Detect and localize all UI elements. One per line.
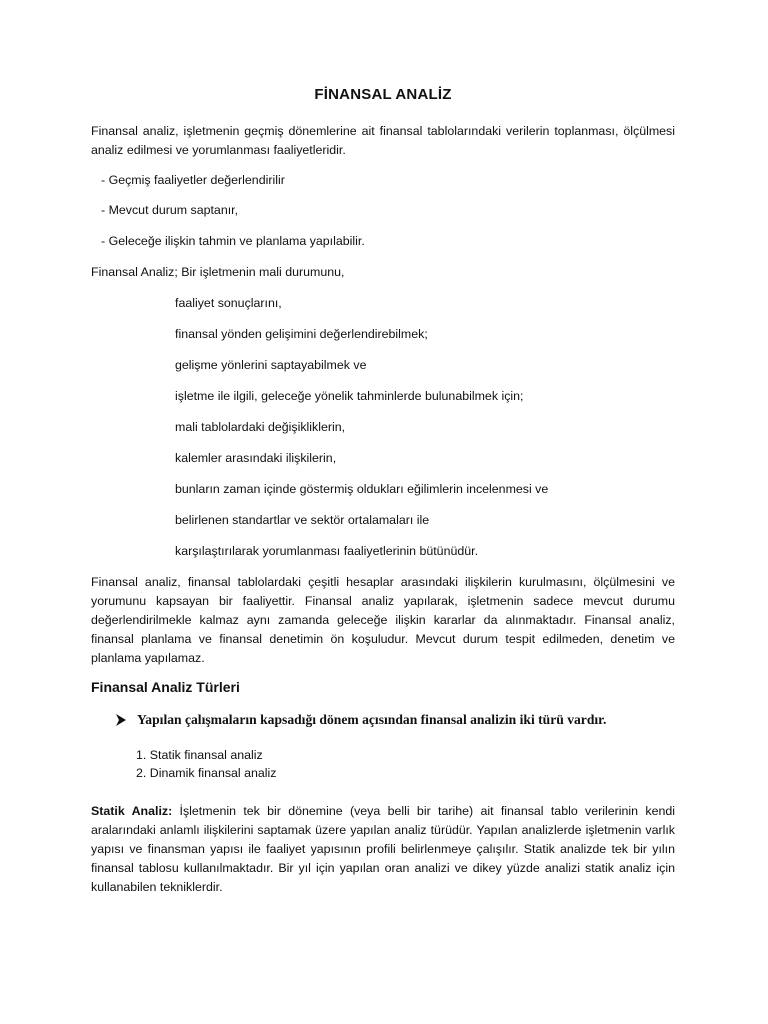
dash-item-2: - Mevcut durum saptanır, (101, 203, 239, 217)
indented-line: kalemler arasındaki ilişkilerin, (175, 451, 337, 465)
indented-line: karşılaştırılarak yorumlanması faaliyetlerinin bütünüdür. (175, 544, 479, 558)
static-analysis-text: İşletmenin tek bir dönemine (veya belli bir tarihe) ait finansal tablo verilerinin kendi aralarındaki anlamlı ilişkilerini saptamak üzere yapılan analiz türüdür. Yapılan analizlerde işletmenin varlık yapısı ve finansman yapısı ile faaliyet yapısının profili belirlenmeye çalışılır. Statik analizde tek bir yılın finansal tablosu kullanılmaktadır. Bir yıl için yapılan oran analizi ve dikey yüzde analizi statik analiz için kullanabilen tekniklerdir. (91, 804, 676, 894)
indented-line: belirlenen standartlar ve sektör ortalamaları ile (175, 513, 430, 527)
indented-line: gelişme yönlerini saptayabilmek ve (175, 358, 367, 372)
indented-line: bunların zaman içinde göstermiş oldukları eğilimlerin incelenmesi ve (175, 482, 549, 496)
arrow-bullet-icon (115, 713, 127, 727)
document-page (91, 0, 675, 1024)
arrow-statement-row (115, 712, 606, 728)
static-analysis-paragraph (91, 802, 675, 897)
dash-item-1: - Geçmiş faaliyetler değerlendirilir (101, 173, 285, 187)
dash-item-3: - Geleceğe ilişkin tahmin ve planlama yapılabilir. (101, 234, 365, 248)
indented-line: işletme ile ilgili, geleceğe yönelik tahminlerde bulunabilmek için; (175, 389, 524, 403)
static-analysis-label: Statik Analiz: (91, 804, 173, 818)
paragraph-2: Finansal analiz, finansal tablolardaki çeşitli hesaplar arasındaki ilişkilerin kurulmasını, ölçülmesini ve yorumunu kapsayan bir faaliyettir. Finansal analiz yapılarak, işletmenin sadece mevcut durumu değerlendirilmekle kalmaz aynı zamanda geleceğe ilişkin kararlar da alınmaktadır. Finansal analiz, finansal planlama ve finansal denetimin ön koşuludur. Mevcut durum tespit edilmeden, denetim ve planlama yapılamaz. (91, 575, 675, 665)
indented-line: finansal yönden gelişimini değerlendirebilmek; (175, 327, 428, 341)
section-heading: Finansal Analiz Türleri (91, 679, 240, 695)
numbered-item-2: 2. Dinamik finansal analiz (136, 766, 277, 780)
analysis-lead: Finansal Analiz; Bir işletmenin mali durumunu, (91, 265, 345, 279)
indented-line: mali tablolardaki değişikliklerin, (175, 420, 346, 434)
indented-line: faaliyet sonuçlarını, (175, 296, 282, 310)
page-title: FİNANSAL ANALİZ (314, 86, 452, 103)
numbered-item-1: 1. Statik finansal analiz (136, 748, 263, 762)
intro-paragraph: Finansal analiz, işletmenin geçmiş dönemlerine ait finansal tablolarındaki verilerin toplanması, ölçülmesi analiz edilmesi ve yorumlanması faaliyetleridir. (91, 124, 675, 157)
arrow-statement: Yapılan çalışmaların kapsadığı dönem açısından finansal analizin iki türü vardır. (137, 712, 607, 727)
